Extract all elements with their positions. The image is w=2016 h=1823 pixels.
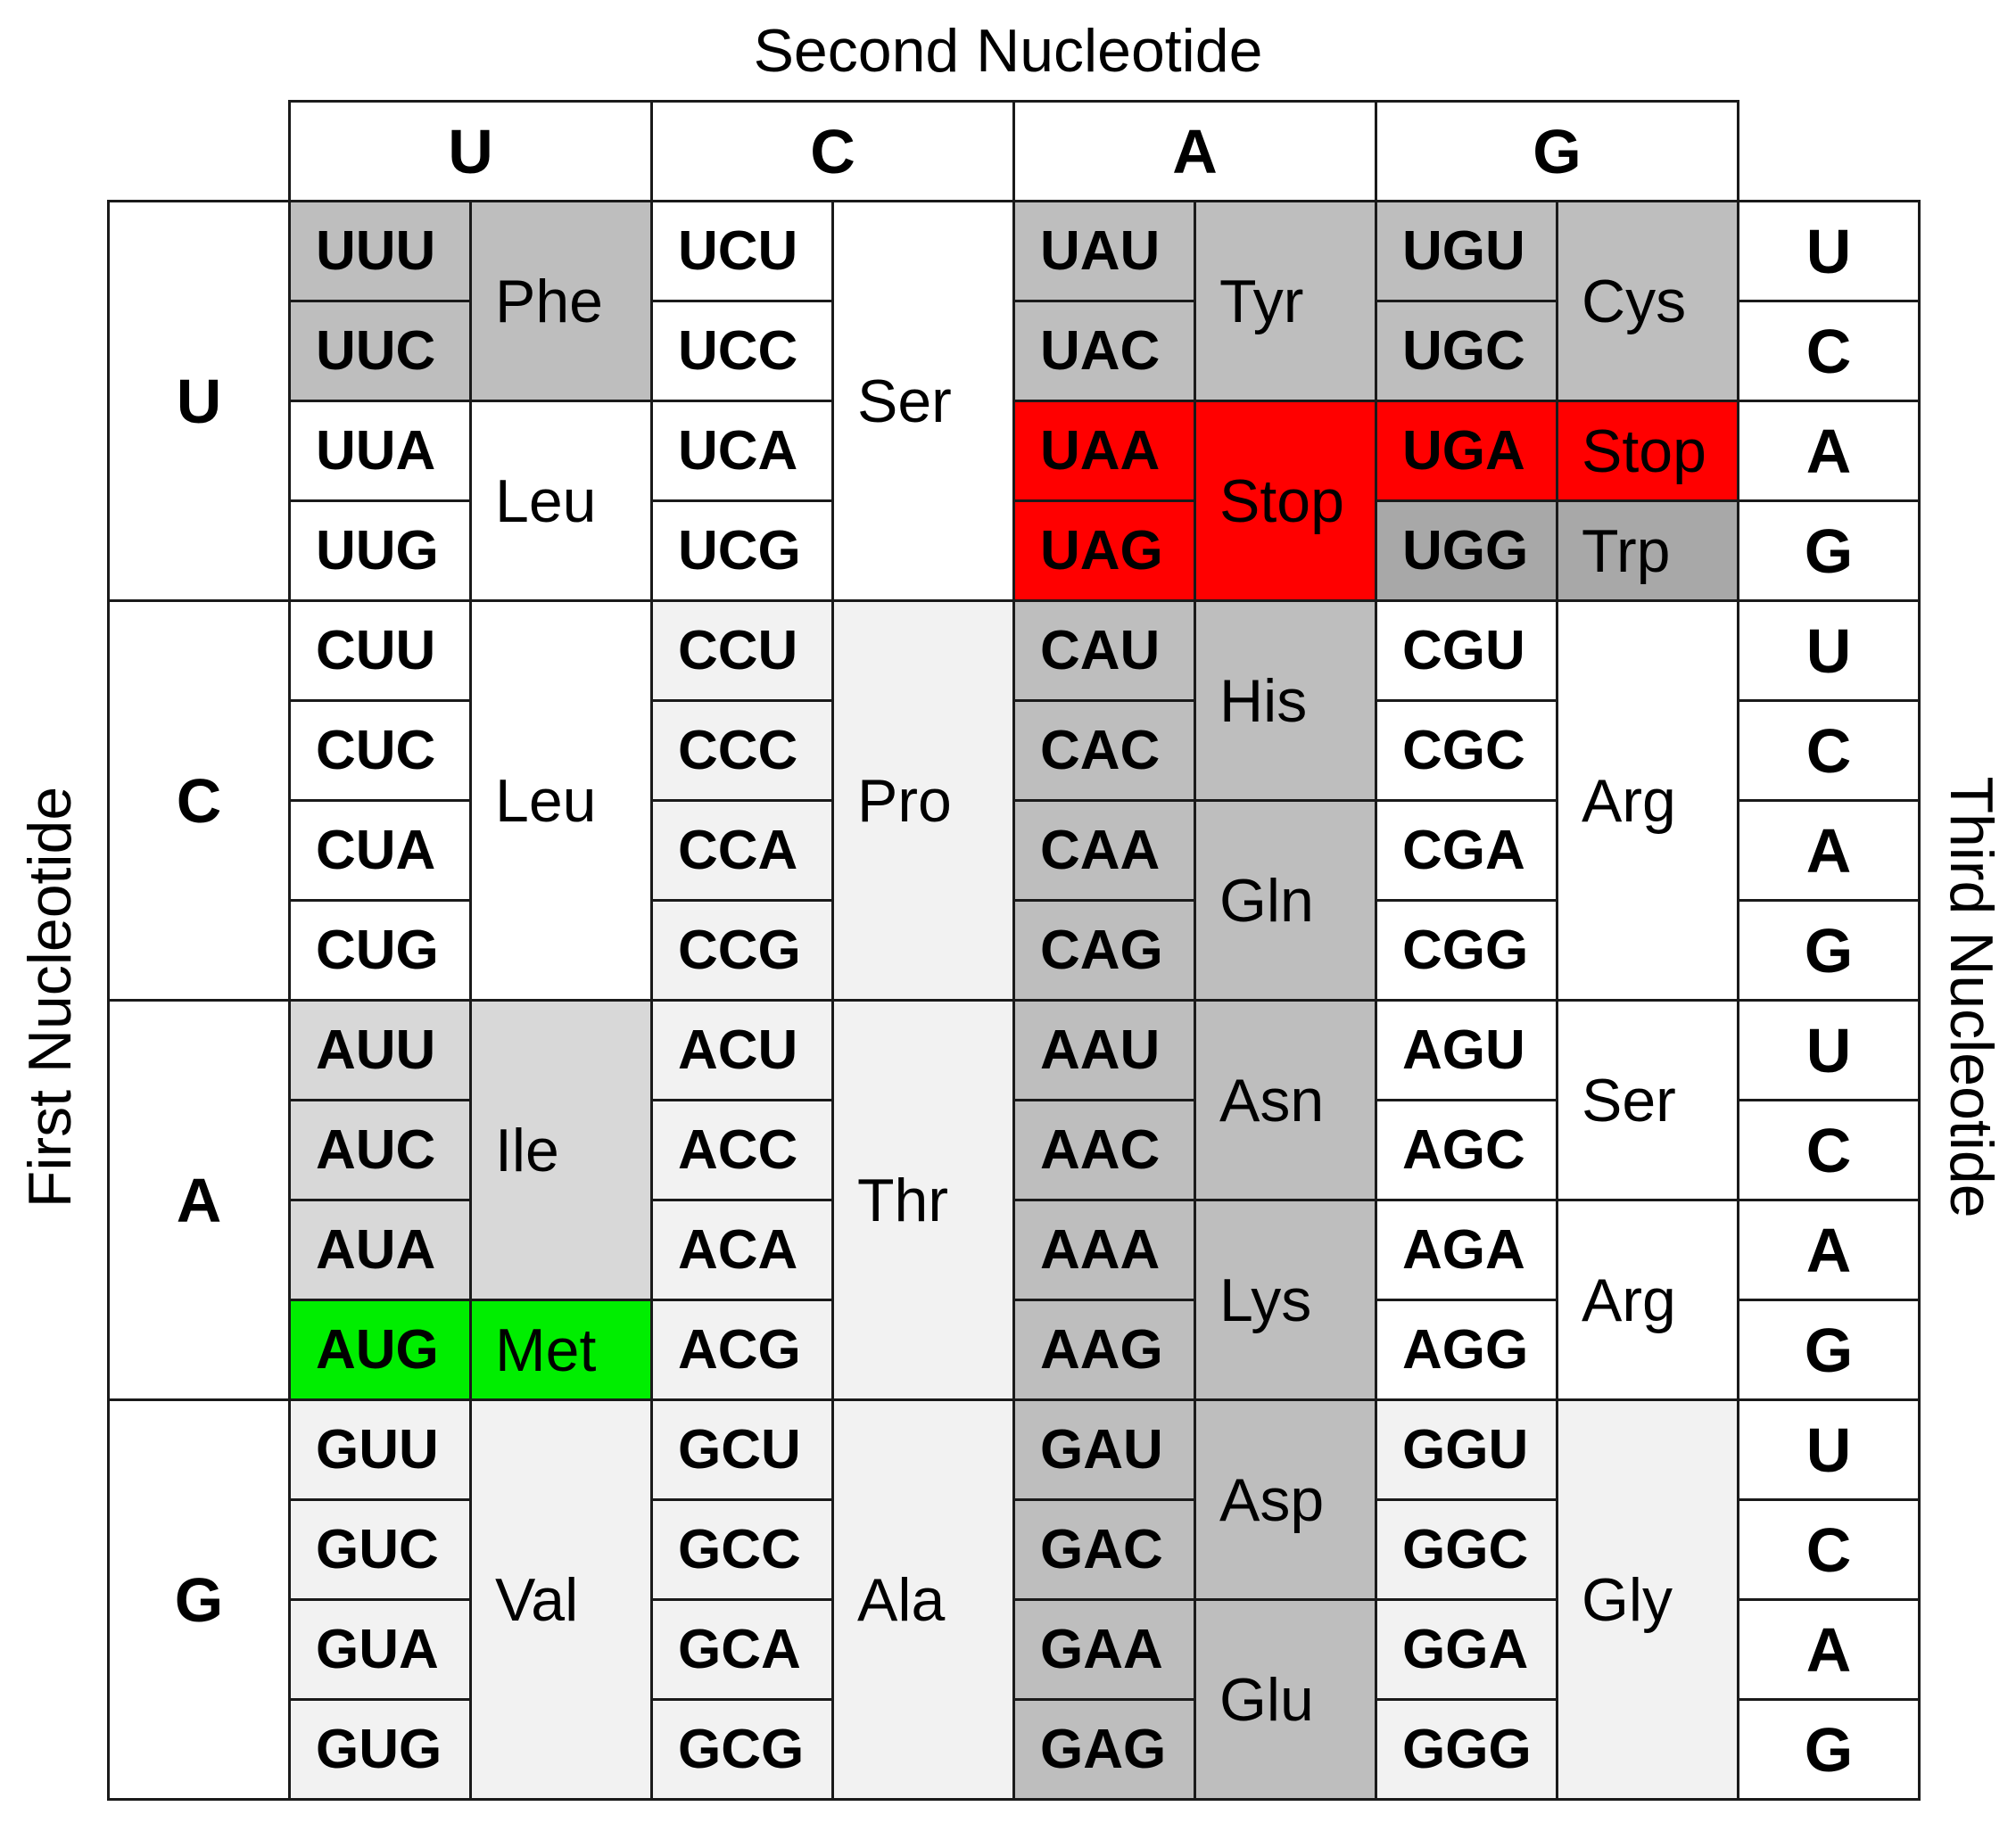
first-nucleotide-label-a: A: [107, 999, 291, 1401]
codon-cell-acu: ACU: [650, 999, 834, 1101]
codon-cell-ccg: CCG: [650, 899, 834, 1002]
codon-cell-cgg: CGG: [1375, 899, 1558, 1002]
codon-cell-gca: GCA: [650, 1598, 834, 1701]
codon-cell-aca: ACA: [650, 1199, 834, 1301]
codon-cell-gcg: GCG: [650, 1698, 834, 1801]
codon-cell-aaa: AAA: [1012, 1199, 1196, 1301]
first-nucleotide-label-c: C: [107, 599, 291, 1002]
amino-acid-cell-arg: Arg: [1556, 1199, 1739, 1401]
third-nucleotide-label-u: U: [1737, 1398, 1921, 1501]
amino-acid-cell-his: His: [1194, 599, 1377, 802]
codon-cell-uua: UUA: [288, 400, 472, 502]
codon-cell-ucu: UCU: [650, 200, 834, 302]
third-nucleotide-title: Third Nucleotide: [1938, 776, 2005, 1218]
amino-acid-cell-ser: Ser: [1556, 999, 1739, 1201]
codon-cell-ugu: UGU: [1375, 200, 1558, 302]
codon-cell-gaa: GAA: [1012, 1598, 1196, 1701]
codon-cell-gag: GAG: [1012, 1698, 1196, 1801]
second-nucleotide-header-c: C: [650, 100, 1015, 202]
amino-acid-cell-asp: Asp: [1194, 1398, 1377, 1601]
codon-cell-uac: UAC: [1012, 300, 1196, 402]
codon-cell-cug: CUG: [288, 899, 472, 1002]
codon-cell-gcc: GCC: [650, 1498, 834, 1601]
codon-cell-cca: CCA: [650, 799, 834, 902]
amino-acid-cell-glu: Glu: [1194, 1598, 1377, 1801]
codon-cell-cga: CGA: [1375, 799, 1558, 902]
codon-cell-auc: AUC: [288, 1099, 472, 1201]
codon-cell-aau: AAU: [1012, 999, 1196, 1101]
codon-cell-ucg: UCG: [650, 499, 834, 602]
third-nucleotide-label-u: U: [1737, 599, 1921, 702]
codon-cell-cau: CAU: [1012, 599, 1196, 702]
codon-cell-acg: ACG: [650, 1299, 834, 1401]
amino-acid-cell-leu: Leu: [469, 400, 653, 602]
codon-cell-aga: AGA: [1375, 1199, 1558, 1301]
codon-cell-gcu: GCU: [650, 1398, 834, 1501]
codon-cell-ucc: UCC: [650, 300, 834, 402]
codon-cell-gga: GGA: [1375, 1598, 1558, 1701]
codon-cell-cgu: CGU: [1375, 599, 1558, 702]
amino-acid-cell-val: Val: [469, 1398, 653, 1801]
amino-acid-cell-leu: Leu: [469, 599, 653, 1002]
amino-acid-cell-trp: Trp: [1556, 499, 1739, 602]
third-nucleotide-label-c: C: [1737, 1099, 1921, 1201]
codon-cell-uau: UAU: [1012, 200, 1196, 302]
amino-acid-cell-pro: Pro: [831, 599, 1015, 1002]
amino-acid-cell-thr: Thr: [831, 999, 1015, 1401]
codon-cell-agc: AGC: [1375, 1099, 1558, 1201]
amino-acid-cell-gly: Gly: [1556, 1398, 1739, 1801]
codon-cell-uuc: UUC: [288, 300, 472, 402]
amino-acid-cell-cys: Cys: [1556, 200, 1739, 402]
amino-acid-cell-asn: Asn: [1194, 999, 1377, 1201]
first-nucleotide-label-g: G: [107, 1398, 291, 1801]
third-nucleotide-label-g: G: [1737, 899, 1921, 1002]
codon-cell-guc: GUC: [288, 1498, 472, 1601]
codon-cell-aug: AUG: [288, 1299, 472, 1401]
codon-cell-auu: AUU: [288, 999, 472, 1101]
codon-cell-ggg: GGG: [1375, 1698, 1558, 1801]
amino-acid-cell-arg: Arg: [1556, 599, 1739, 1002]
third-nucleotide-label-c: C: [1737, 699, 1921, 802]
second-nucleotide-header-g: G: [1375, 100, 1739, 202]
codon-cell-aag: AAG: [1012, 1299, 1196, 1401]
first-nucleotide-title: First Nucleotide: [16, 786, 84, 1208]
codon-cell-guu: GUU: [288, 1398, 472, 1501]
codon-cell-uuu: UUU: [288, 200, 472, 302]
codon-cell-ugc: UGC: [1375, 300, 1558, 402]
codon-cell-uaa: UAA: [1012, 400, 1196, 502]
amino-acid-cell-lys: Lys: [1194, 1199, 1377, 1401]
codon-cell-ggc: GGC: [1375, 1498, 1558, 1601]
first-nucleotide-label-u: U: [107, 200, 291, 602]
codon-cell-uag: UAG: [1012, 499, 1196, 602]
codon-cell-uga: UGA: [1375, 400, 1558, 502]
codon-cell-aac: AAC: [1012, 1099, 1196, 1201]
amino-acid-cell-stop: Stop: [1194, 400, 1377, 602]
amino-acid-cell-ile: Ile: [469, 999, 653, 1301]
amino-acid-cell-ala: Ala: [831, 1398, 1015, 1801]
codon-cell-agg: AGG: [1375, 1299, 1558, 1401]
codon-cell-ugg: UGG: [1375, 499, 1558, 602]
second-nucleotide-header-a: A: [1012, 100, 1377, 202]
amino-acid-cell-met: Met: [469, 1299, 653, 1401]
third-nucleotide-label-a: A: [1737, 400, 1921, 502]
third-nucleotide-label-c: C: [1737, 1498, 1921, 1601]
codon-cell-cua: CUA: [288, 799, 472, 902]
codon-cell-uug: UUG: [288, 499, 472, 602]
third-nucleotide-label-a: A: [1737, 799, 1921, 902]
codon-cell-caa: CAA: [1012, 799, 1196, 902]
third-nucleotide-label-a: A: [1737, 1199, 1921, 1301]
third-nucleotide-label-u: U: [1737, 999, 1921, 1101]
third-nucleotide-label-g: G: [1737, 499, 1921, 602]
codon-cell-gac: GAC: [1012, 1498, 1196, 1601]
amino-acid-cell-phe: Phe: [469, 200, 653, 402]
codon-cell-aua: AUA: [288, 1199, 472, 1301]
amino-acid-cell-gln: Gln: [1194, 799, 1377, 1002]
third-nucleotide-label-u: U: [1737, 200, 1921, 302]
second-nucleotide-title: Second Nucleotide: [753, 17, 1263, 85]
amino-acid-cell-tyr: Tyr: [1194, 200, 1377, 402]
codon-cell-ccu: CCU: [650, 599, 834, 702]
third-nucleotide-label-c: C: [1737, 300, 1921, 402]
codon-cell-ggu: GGU: [1375, 1398, 1558, 1501]
codon-cell-uca: UCA: [650, 400, 834, 502]
codon-cell-cac: CAC: [1012, 699, 1196, 802]
codon-cell-cuu: CUU: [288, 599, 472, 702]
third-nucleotide-label-g: G: [1737, 1299, 1921, 1401]
codon-cell-cuc: CUC: [288, 699, 472, 802]
codon-cell-gau: GAU: [1012, 1398, 1196, 1501]
third-nucleotide-label-g: G: [1737, 1698, 1921, 1801]
codon-cell-agu: AGU: [1375, 999, 1558, 1101]
amino-acid-cell-stop: Stop: [1556, 400, 1739, 502]
codon-cell-acc: ACC: [650, 1099, 834, 1201]
codon-cell-gua: GUA: [288, 1598, 472, 1701]
third-nucleotide-label-a: A: [1737, 1598, 1921, 1701]
codon-cell-ccc: CCC: [650, 699, 834, 802]
codon-cell-gug: GUG: [288, 1698, 472, 1801]
second-nucleotide-header-u: U: [288, 100, 653, 202]
amino-acid-cell-ser: Ser: [831, 200, 1015, 602]
codon-cell-cag: CAG: [1012, 899, 1196, 1002]
codon-cell-cgc: CGC: [1375, 699, 1558, 802]
